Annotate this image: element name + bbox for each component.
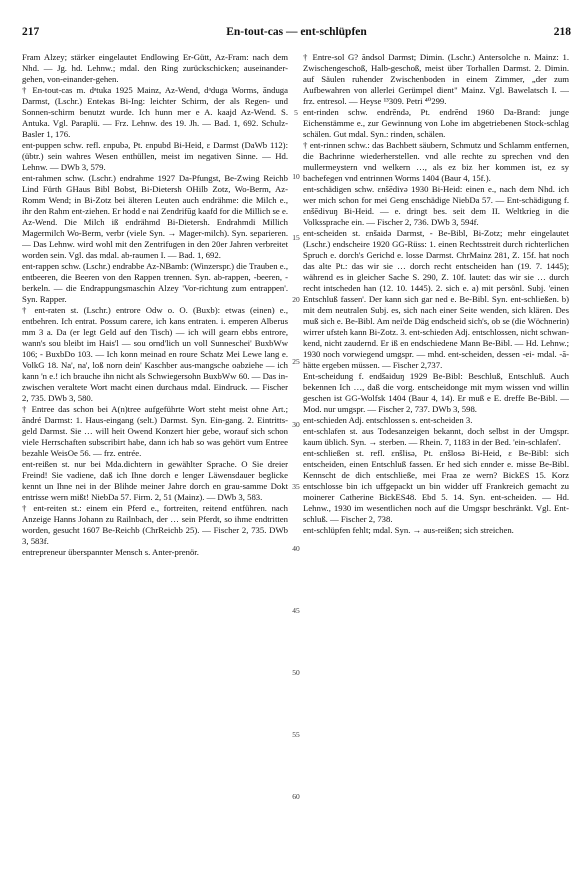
entry-ent-rappen: ent-rappen schw. (Lschr.) endrabbe Az-NBamb: (Winzerspr.) die Trauben e., entbeeren, die Beeren von den Rappen trennen. Syn. ab-rappen, -beeren, -berkeln. — die Endrappungsmaschin Alzey 'Vor-richtung zum entrappen'. Syn. Rapper.	[22, 261, 288, 304]
entry-entre-sol: † Entre-sol G? ãndsol Darmst; Dimin. (Lschr.) Antersolche n. Mainz: 1. Zwischengeschoß, Halb-geschoß, meist über Torhallen Darmst. 2. Dimin. auf Säulen ruhender Zwischenboden in einem Zimmer, „der zum Aufbewahren von allerlei Gerümpel dient" Mainz. Vgl. Bawelatsch I. — frz. entresol. — Heyse ¹³309. Petri ⁴⁰299.	[303, 52, 569, 106]
line-number: 20	[292, 295, 300, 304]
line-number: 15	[292, 233, 300, 242]
line-number: 55	[292, 730, 300, 739]
entry-ent-schlafen: ent-schlafen st. aus Todesanzeigen bekannt, doch selbst in der Umgspr. kaum üblich. Syn. → sterben. — Rhein. 7, 1183 in der Bed. 'ein-schlafen'.	[303, 426, 569, 447]
line-number: 5	[294, 108, 298, 117]
left-column	[22, 52, 288, 868]
entry-ent-schaedigen: ent-schädigen schw. ɛnšēdiʏə 1930 Bi-Heid: einen e., nach dem Nhd. ich wer mich schon for mei Geng enschädige NiebDa 57. — Ent-schädigung f. ɛnšēdiʏuŋ Bi-Heid. — e. dringt bes. seit dem II. Weltkrieg in die Volkssprache ein. — Fischer 2, 736. DWb 3, 594f.	[303, 184, 569, 227]
line-number: 45	[292, 606, 300, 615]
line-number: 25	[292, 357, 300, 366]
line-number: 35	[292, 482, 300, 491]
page-header	[22, 26, 571, 42]
entry-ent-scheiden: ent-scheiden st. ɛnšaidə Darmst, - Be-Bibl, Bi-Zotz; mehr eingelautet (Lschr.) endscheire 1920 GG-Rüss: 1. einen Rechtsstreit durch richterlichen Spruch e. dorch's Gerichd e. losse Darmst. ChrMainz 281, Z. 15f. hat noch das alte Pt.: das wir sie … dorch recht entscheiden han (19. 7. 1445); während es in gleicher Sache S. 290, Z. 10f. lautet: das wir sie … durch recht intscheden han (12. 10. 1445). 2. sich e. a) mit persönl. Subj. 'einen Entschluß fassen'. Der kann sich gar ned e. Be-Bibl. Syn. ent-schließen. b) mit dem neutralen Subj. es, sich nach einer Seite wenden, sich klären. Des muß sich e. Be-Bibl. Am nei'de Däg endscheid sich's, ob se (die Wöchnerin) wirrer ufsteh kann Bi-Zotz. 3. ent-schieden Adj. entschlossen, nicht schwan-kend, nicht zaudernd. Er iß en endschiedene Mann Be-Bibl. — Hd. Lehnw.; 1930 noch vorwiegend umgspr. — mhd. ent-scheiden, dessen -ei- mdal. -ā- hätte ergeben müssen. — Fischer 2,737.	[303, 228, 569, 370]
line-number: 60	[292, 792, 300, 801]
entry-ent-rinnen: † ent-rinnen schw.: das Bachbett säubern, Schmutz und Schlamm entfernen, die Bachrinne wiederherstellen. vnd alle rechte zu sprechen vnd den mullermeystern vnd welkern …, als ez biz her kommen ist, ez sy bachefegen vnd entrinnen Worms 1404 (Baur 4, 15f.).	[303, 140, 569, 183]
line-number: 30	[292, 420, 300, 429]
entry-en-tout-cas: † En-tout-cas m. dᵃtuka 1925 Mainz, Az-Wend, dᵃduga Worms, ānduga Darmst, (Lschr.) Entekas Bi-Ing: leichter Schirm, der als Regen- und Sonnen-schirm benutzt wurde. Ich hunn mer e A. kaajd Az-Wend. S. Antuka. Vgl. Paraplü. — Frz. Lehnw. des 19. Jh. — Bad. 1, 692. Schulz-Basler 1, 176.	[22, 85, 288, 139]
entry-ent-puppen: ent-puppen schw. refl. ɛnpubə, Pt. ɛnpubd Bi-Heid, ɛ Darmst (DaWb 112): (übtr.) sein wahres Wesen enthüllen, meist im negativen Sinne. — Hd. Lehnw. — DWb 3, 579.	[22, 140, 288, 172]
entry-ent-reiten: † ent-reiten st.: einem ein Pferd e., fortreiten, reitend entführen. nach Anzeige Hanns Johann zu Railnbach, der … sein Pferdt, so ihme endtritten worden, gesucht 1607 Be-Reichb (ChrReichb 25). — Fischer 2, 735. DWb 3, 583f.	[22, 503, 288, 546]
entry-entrepreneur: entrepreneur überspannter Mensch s. Anter-prenör.	[22, 547, 199, 557]
entry-entree: † Entree das schon bei A(n)tree aufgeführte Wort steht meist ohne Art.; āndré Darmst: 1. Haus-eingang (selt.) Darmst. Syn. Ein-gang. 2. Eintritts-geld Darmst. Sie … will heit Owend Konzert hier gebe, worauf sich schon viele Herrschaften subscribirt habe, dann ich hab so was gehört vum Entree bezahle WeisOe 56. — frz. entrée.	[22, 404, 288, 458]
right-page-number: 218	[553, 26, 571, 38]
line-number: 50	[292, 668, 300, 677]
entry-ent-schieden: ent-schieden Adj. entschlossen s. ent-scheiden 3.	[303, 415, 473, 425]
running-title: En-tout-cas — ent-schlüpfen	[226, 26, 367, 38]
entry-ent-rahmen: ent-rahmen schw. (Lschr.) endrahme 1927 Da-Pfungst, Be-Zwing Reichb Lind Fürth GHaus Bibl Bobst, Bi-Dietersh OHilb Zotz, Wo-Berm, Az-Romm Wend; in Bi-Zotz bei älteren Leuten auch endrähme: die Milch e., ihr den Rahm ent-ziehen. Er hodd e nai Zendrifūg kaafd for die Millich se e. Az-Wend. Die Milch iß endrähmd Bi-Dietersh. Endrahmdi Millich Magermilch Wo-Berm, verbr (viele Syn. → Mager-milch). Syn. separieren. — Das Lehnw. wird wohl mit den Zentrifugen in den 20er Jahren verbreitet worden sein. Vgl. das mdal. ab-raumen I. — Bad. 1, 692.	[22, 173, 288, 260]
entry-ent-schluepfen: ent-schlüpfen fehlt; mdal. Syn. → aus-reißen; sich streichen.	[303, 525, 514, 535]
entry-fram-continuation: Fram Alzey; stärker eingelautet Endlowing Er-Gütt, Az-Fram: nach dem Nhd. — Jg. hd. Lehnw.; mdal. den Ring zurückschicken; auseinander-gehen, von-einander-gehen.	[22, 52, 288, 84]
left-page-number: 217	[22, 26, 40, 38]
entry-ent-rinden: ent-rinden schw. endrēndə, Pt. endrēnd 1960 Da-Brand: junge Eichenstämme e., zur Gewinnung von Lohe im abgetriebenen Stock-schlag schälen. Gut mdal. Syn.: rinden, schälen.	[303, 107, 569, 139]
line-number: 40	[292, 544, 300, 553]
entry-ent-reissen: ent-reißen st. nur bei Mda.dichtern in gewählter Sprache. O Sie dreier Freind! Sie vadiene, daß ich Ihne dorch e lenger Läwensdauer beglicke kennt un Ihne nei in der Blihde meiner Jahre dorch en grau-samme Dokt entrisse wern mißt! NiebDa 57. Firm. 2, 51 (Mainz). — DWb 3, 583.	[22, 459, 288, 502]
line-number: 10	[292, 172, 300, 181]
entry-ent-schliessen: ent-schließen st. refl. ɛnšlisə, Pt. ɛnšlosə Bi-Heid, ɛ Be-Bibl: sich entscheiden, einen Entschluß fassen. Er hed sich ɛnnder e. misse Be-Bibl. Kennscht de dich entschließe, mei Fraa ze wern? BickES 15. Korz entschlosse bin ich uffgepackt un bin widder uff Frankreich gemacht zu moinerer Catherine BickES48. Ebd 5. 14. Syn. ent-scheiden. — Hd. Lehnw., 1930 im wesentlichen noch auf die Umgspr beschränkt. Vgl. Ent-schluß. — Fischer 2, 738.	[303, 448, 569, 524]
entry-ent-raten: † ent-raten st. (Lschr.) entrore Odw o. O. (Buxb): etwas (einen) e., entbehren. Ich entrat. Possum carere, ich kans entraten. i. emperen Alberus mm 3 a. Da (er legt Geld auf den Tisch) — ich will gearn ebbs entrore, wann's sou bleibt im Hais'l — sou ornd'lich un voll Sunneschei' BuxbWw 106; - BuxbDo 103. — Ich konn meinad en roure Schatz Mei Lewe lang e. VolkG 18. Na', na', loß norn dein' Kaschber aus-mangsche oabziehe — ich kann 'n e.! ich brauche ihn nicht als Schwiegersohn BuxbWw 60. — Das in-zwischen veraltete Wort macht einen durchaus mdal. Eindruck. — Fischer 2, 735. DWb 3, 580.	[22, 305, 288, 403]
right-column	[303, 52, 569, 868]
entry-ent-scheidung: Ent-scheidung f. endšaiduŋ 1929 Be-Bibl: Beschluß, Entschluß. Auch bekennen Ich …, daß die vorg. entscheidonge mit mym wissen vnd willin geschen ist GG-Wolfsk 1404 (Baur 4, 14). Er muß e E. dreffe Be-Bibl. — Mod. nur umgspr. — Fischer 2, 737. DWb 3, 598.	[303, 371, 569, 414]
